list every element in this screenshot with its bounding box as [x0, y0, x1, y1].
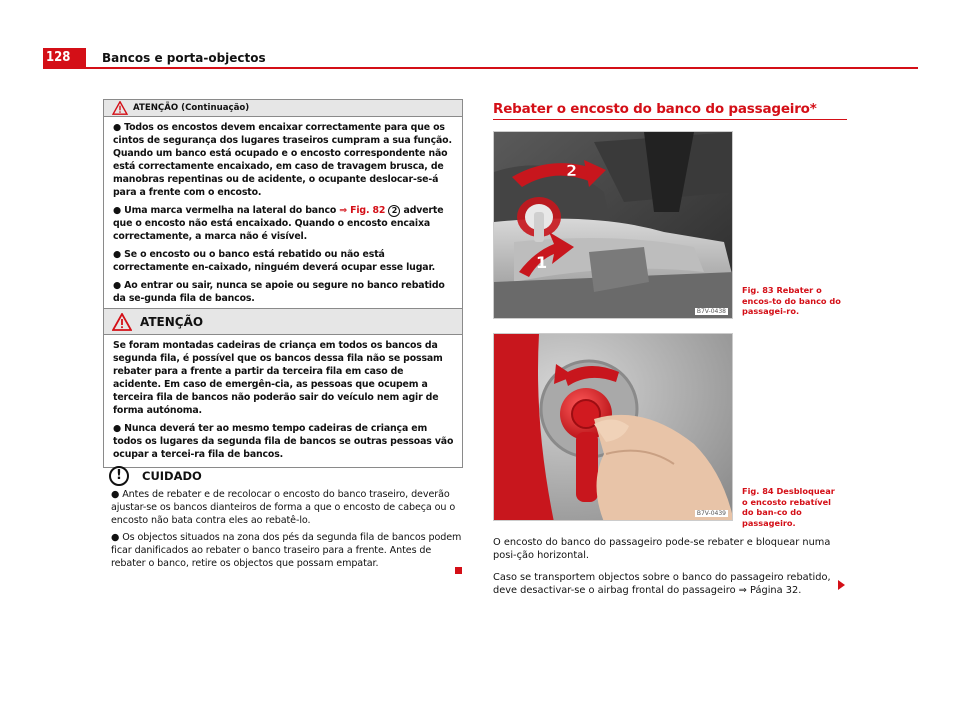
continue-arrow-icon: [838, 580, 845, 590]
warning-continued-heading: ATENÇÃO (Continuação): [133, 103, 250, 113]
section-end-square-icon: [455, 567, 462, 574]
figure-83-image: [493, 131, 733, 319]
warning-triangle-icon: [112, 313, 132, 331]
body-paragraph: Caso se transportem objectos sobre o banco do passageiro rebatido, deve desactivar-se o airbag frontal do passageiro ⇒ Página 32.: [493, 572, 831, 596]
warning-continued-header: [104, 100, 462, 117]
caution-body: [111, 488, 463, 574]
caution-item: ● Os objectos situados na zona dos pés da segunda fila de bancos podem ficar danificados ao rebater o banco traseiro para a frente. Antes de rebater o banco, retire os objectos que possam empatar.: [111, 532, 462, 569]
callout-label-1: 1: [536, 253, 548, 272]
warning-header: [104, 309, 462, 335]
warning-item: ● Nunca deverá ter ao mesmo tempo cadeiras de criança em todos os lugares da segunda fila de bancos se outras pessoas vão ocupar a tercei-ra fila de bancos.: [113, 423, 454, 460]
figure-84-image: [493, 333, 733, 521]
warning-item: ● Uma marca vermelha na lateral do banco ⇒ Fig. 82 2 adverte que o encosto não está encaixado. Quando o encosto encaixa correctamente, a marca não é visível.: [113, 205, 444, 242]
warning-item: ● Se o encosto ou o banco está rebatido ou não está correctamente en-caixado, ninguém deverá ocupar esse lugar.: [113, 249, 435, 273]
warning-item: ● Todos os encostos devem encaixar correctamente para que os cintos de segurança dos lugares traseiros cumpram a sua função. Quando um banco está ocupado e o encosto correspondente não está correctamente encaixado, em caso de travagem brusca, de manobras repentinas ou de acidente, o ocupante deslocar-se-á para a frente com o encosto.: [113, 122, 452, 198]
release-lever-illustration: [494, 334, 733, 521]
warning-triangle-icon: [112, 101, 128, 115]
figure-84-caption: Fig. 84 Desbloquear o encosto rebatível do ban-co do passageiro.: [742, 486, 835, 528]
caution-item: ● Antes de rebater e de recolocar o encosto do banco traseiro, deverão ajustar-se os bancos dianteiros de forma a que o encosto de cabeça ou o encosto não bata contra eles ao rebatê-lo.: [111, 489, 456, 526]
header-rule: [43, 67, 918, 69]
figure-code: B7V-0439: [696, 510, 726, 517]
figure-link[interactable]: ⇒ Fig. 82: [339, 205, 386, 216]
warning-box: [103, 308, 463, 468]
warning-item: Se foram montadas cadeiras de criança em todos os bancos da segunda fila, é possível que os bancos dessa fila não se possam rebater para a frente a partir da terceira fila em caso de acidente. Em caso de emergên-cia, as pessoas que ocupem a terceira fila de bancos não poderão sair do veículo nem agir de forma autónoma.: [113, 340, 443, 416]
warning-body: [104, 335, 462, 467]
caution-exclamation-icon: !: [109, 466, 129, 486]
page-number: 128: [46, 50, 71, 65]
page-header-title: Bancos e porta-objectos: [102, 51, 266, 65]
callout-number: 2: [388, 205, 400, 217]
caution-header: [109, 466, 202, 486]
section-rule: [493, 119, 847, 120]
body-paragraph: O encosto do banco do passageiro pode-se rebater e bloquear numa posi-ção horizontal.: [493, 537, 831, 561]
figure-83-caption: Fig. 83 Rebater o encos-to do banco do passagei-ro.: [742, 285, 841, 316]
section-title: Rebater o encosto do banco do passageiro*: [493, 101, 817, 117]
callout-label-2: 2: [566, 161, 578, 180]
seat-illustration: [494, 132, 733, 319]
warning-continued-box: [103, 99, 463, 312]
warning-heading: ATENÇÃO: [140, 314, 204, 329]
caution-heading: CUIDADO: [142, 469, 202, 483]
warning-item: ● Ao entrar ou sair, nunca se apoie ou segure no banco rebatido da se-gunda fila de bancos.: [113, 280, 445, 304]
warning-continued-body: [104, 117, 462, 311]
figure-code: B7V-0438: [696, 308, 726, 315]
